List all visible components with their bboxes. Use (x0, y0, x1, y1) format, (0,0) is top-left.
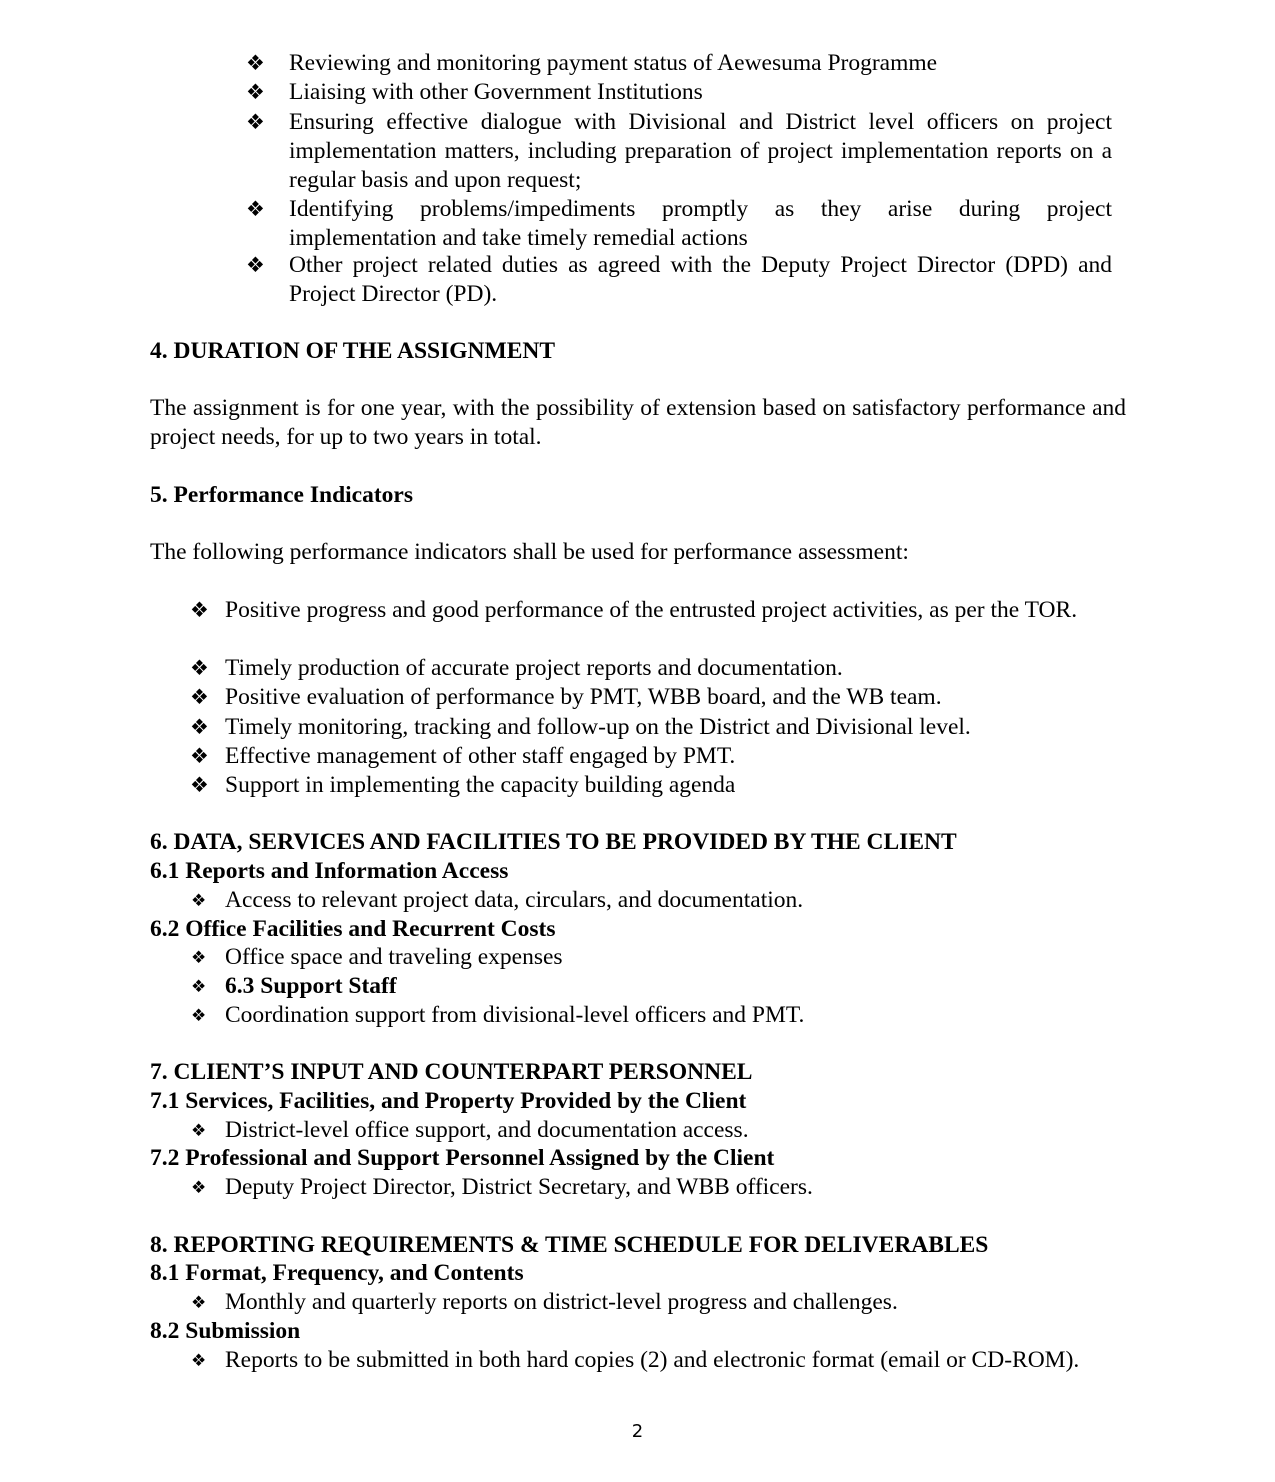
paragraph: The following performance indicators shall be used for performance assessment: (150, 539, 909, 565)
list-item: Deputy Project Director, District Secretary, and WBB officers. (225, 1174, 813, 1200)
bullet-icon: ❖ (246, 253, 265, 277)
list-item: Positive evaluation of performance by PMT, WBB board, and the WB team. (225, 684, 942, 710)
list-item: Identifying problems/impediments promptly as they arise during project implementation and take timely remedial actions (289, 196, 1112, 251)
subsection-heading: 7.2 Professional and Support Personnel Assigned by the Client (150, 1145, 775, 1171)
bullet-icon: ❖ (246, 110, 265, 134)
list-item: Other project related duties as agreed with the Deputy Project Director (DPD) and Project Director (PD). (289, 252, 1112, 307)
bullet-icon: ❖ (246, 51, 265, 75)
subsection-heading: 6.1 Reports and Information Access (150, 858, 509, 884)
bullet-icon: ❖ (246, 197, 265, 221)
list-item: Support in implementing the capacity building agenda (225, 772, 736, 798)
bullet-icon: ❖ (190, 715, 209, 739)
bullet-icon: ❖ (191, 1293, 207, 1312)
paragraph: The assignment is for one year, with the possibility of extension based on satisfactory performance and project needs, for up to two years in total. (150, 395, 1126, 450)
list-item: District-level office support, and documentation access. (225, 1117, 749, 1143)
bullet-icon: ❖ (191, 1351, 207, 1370)
subsection-heading: 8.2 Submission (150, 1318, 301, 1344)
subsection-heading: 6.3 Support Staff (225, 973, 397, 999)
list-item: Ensuring effective dialogue with Divisional and District level officers on project implementation matters, including preparation of project implementation reports on a regular basis and upon request; (289, 109, 1112, 193)
subsection-heading: 7.1 Services, Facilities, and Property Provided by the Client (150, 1088, 747, 1114)
list-item: Effective management of other staff engaged by PMT. (225, 743, 736, 769)
list-item: Access to relevant project data, circulars, and documentation. (225, 887, 804, 913)
list-item: Positive progress and good performance of the entrusted project activities, as per the TOR. (225, 597, 1078, 623)
subsection-heading: 6.2 Office Facilities and Recurrent Costs (150, 916, 556, 942)
section-heading: 8. REPORTING REQUIREMENTS & TIME SCHEDULE FOR DELIVERABLES (150, 1232, 989, 1258)
bullet-icon: ❖ (191, 1178, 207, 1197)
bullet-icon: ❖ (190, 656, 209, 680)
bullet-icon: ❖ (191, 948, 207, 967)
bullet-icon: ❖ (190, 744, 209, 768)
list-item: Timely production of accurate project reports and documentation. (225, 655, 843, 681)
bullet-icon: ❖ (246, 80, 265, 104)
section-heading: 5. Performance Indicators (150, 482, 413, 508)
bullet-icon: ❖ (190, 598, 209, 622)
section-heading: 4. DURATION OF THE ASSIGNMENT (150, 338, 556, 364)
bullet-icon: ❖ (190, 685, 209, 709)
list-item: Coordination support from divisional-level officers and PMT. (225, 1002, 805, 1028)
list-item: Timely monitoring, tracking and follow-up on the District and Divisional level. (225, 714, 971, 740)
bullet-icon: ❖ (191, 1121, 207, 1140)
list-item: Liaising with other Government Institutions (289, 79, 703, 105)
subsection-heading: 8.1 Format, Frequency, and Contents (150, 1260, 524, 1286)
list-item: Monthly and quarterly reports on district-level progress and challenges. (225, 1289, 898, 1315)
bullet-icon: ❖ (191, 891, 207, 910)
bullet-icon: ❖ (191, 977, 207, 996)
page-number: 2 (631, 1421, 644, 1442)
section-heading: 7. CLIENT’S INPUT AND COUNTERPART PERSONNEL (150, 1059, 753, 1085)
section-heading: 6. DATA, SERVICES AND FACILITIES TO BE PROVIDED BY THE CLIENT (150, 829, 957, 855)
list-item: Reviewing and monitoring payment status of Aewesuma Programme (289, 50, 938, 76)
list-item: Office space and traveling expenses (225, 944, 563, 970)
list-item: Reports to be submitted in both hard copies (2) and electronic format (email or CD-ROM). (225, 1347, 1080, 1373)
bullet-icon: ❖ (191, 1006, 207, 1025)
bullet-icon: ❖ (190, 773, 209, 797)
